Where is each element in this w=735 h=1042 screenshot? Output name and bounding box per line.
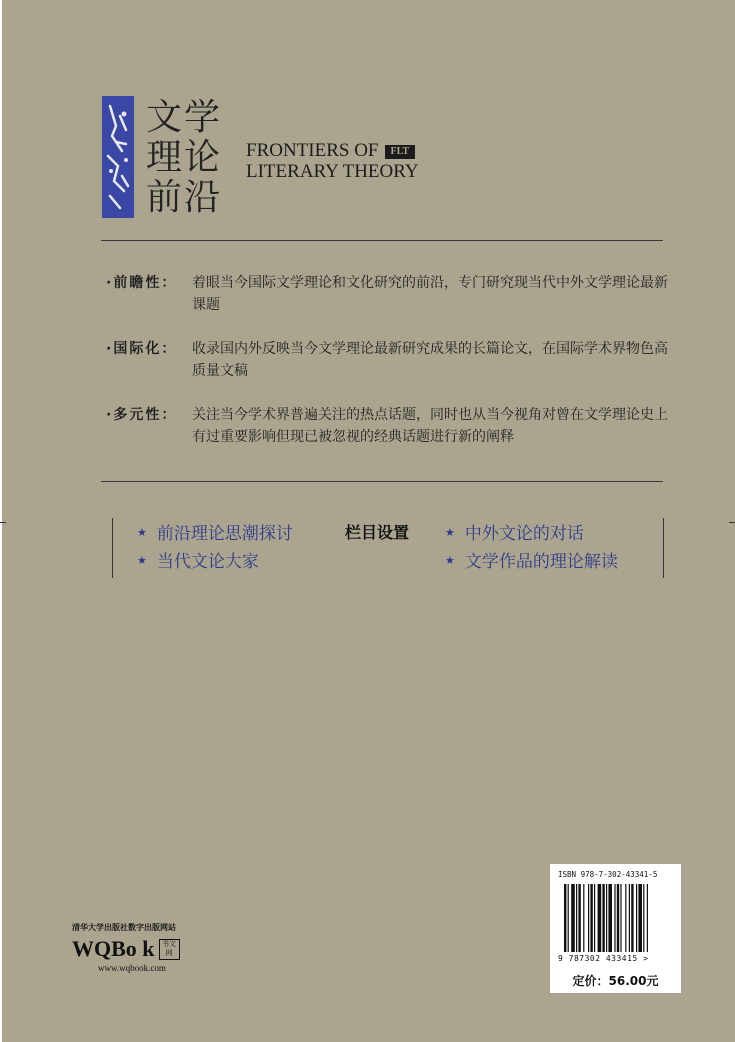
barcode-bar xyxy=(638,884,642,952)
divider-top xyxy=(101,240,663,241)
isbn-text: ISBN 978-7-302-43341-5 xyxy=(558,870,658,879)
publisher-logo xyxy=(72,936,222,962)
column-entry: ★ 中外文论的对话 xyxy=(445,524,584,544)
barcode-bar xyxy=(590,884,592,952)
barcode-bar xyxy=(564,884,566,952)
barcode-bar xyxy=(608,884,612,952)
divider-bottom xyxy=(101,481,663,482)
crop-mark xyxy=(0,522,6,523)
feature-desc: 着眼当今国际文学理论和文化研究的前沿，专门研究现当代中外文学理论最新课题 xyxy=(192,275,668,313)
chinese-title xyxy=(146,98,226,218)
publisher-block xyxy=(72,922,222,974)
barcode-bar xyxy=(617,884,619,952)
crop-mark xyxy=(729,522,735,523)
barcode-bar xyxy=(576,884,577,952)
book-back-cover xyxy=(2,0,735,1042)
feature-desc: 关注当今学术界普遍关注的热点话题，同时也从当今视角对曾在文学理论史上有过重要影响但现已被忽视的经典话题进行新的阐释 xyxy=(192,407,668,445)
column-entry: ★ 前沿理论思潮探讨 xyxy=(137,524,293,544)
barcode-digits: 9 787302 433415 > xyxy=(558,954,649,963)
column-entry: ★ 当代文论大家 xyxy=(137,552,259,572)
feature-key: ·国际化： xyxy=(106,341,178,357)
barcode-bar xyxy=(571,884,575,952)
barcode-bar xyxy=(598,884,602,952)
publisher-url: www.wqbook.com xyxy=(98,963,166,973)
publisher-tagline: 清华大学出版社数字出版网站 xyxy=(72,923,176,932)
barcode-bar xyxy=(578,884,580,952)
star-icon: ★ xyxy=(445,554,455,567)
column-entry: ★ 文学作品的理论解读 xyxy=(445,552,618,572)
barcode-bar xyxy=(647,884,648,952)
column-heading: 栏目设置 xyxy=(345,523,410,542)
barcode-image xyxy=(564,884,675,952)
barcode-bar xyxy=(614,884,615,952)
star-icon: ★ xyxy=(137,554,147,567)
column-settings xyxy=(112,518,664,578)
chinese-title-line: 理论 xyxy=(146,137,223,178)
publisher-logo-text: WQBo k xyxy=(72,936,155,961)
english-title-line-1: FRONTIERS OF FLT xyxy=(246,140,419,161)
barcode-bar xyxy=(588,884,589,952)
barcode-bar xyxy=(583,884,584,952)
feature-key: ·多元性： xyxy=(106,407,178,423)
barcode-bar xyxy=(625,884,626,952)
barcode-bar xyxy=(594,884,595,952)
ink-calligraphy-logo-image xyxy=(102,96,134,218)
feature-key: ·前瞻性： xyxy=(106,275,178,291)
isbn-barcode-box xyxy=(550,864,681,993)
barcode-bar xyxy=(643,884,644,952)
seal-icon: 书文网 xyxy=(159,939,180,960)
barcode-bar xyxy=(620,884,621,952)
barcode-bar xyxy=(606,884,607,952)
chinese-title-line: 前沿 xyxy=(146,177,223,218)
flt-badge: FLT xyxy=(385,145,416,159)
barcode-bar xyxy=(568,884,569,952)
english-title-line-2: LITERARY THEORY xyxy=(246,161,419,182)
barcode-bar xyxy=(629,884,630,952)
star-icon: ★ xyxy=(137,526,147,539)
chinese-title-line: 文学 xyxy=(146,97,223,138)
barcode-bar xyxy=(631,884,633,952)
feature-desc: 收录国内外反映当今文学理论最新研究成果的长篇论文，在国际学术界物色高质量文稿 xyxy=(192,341,668,379)
price-label: 定价：56.00元 xyxy=(572,974,659,988)
barcode-bar xyxy=(602,884,604,952)
english-title xyxy=(246,140,419,182)
star-icon: ★ xyxy=(445,526,455,539)
barcode-bar xyxy=(636,884,637,952)
